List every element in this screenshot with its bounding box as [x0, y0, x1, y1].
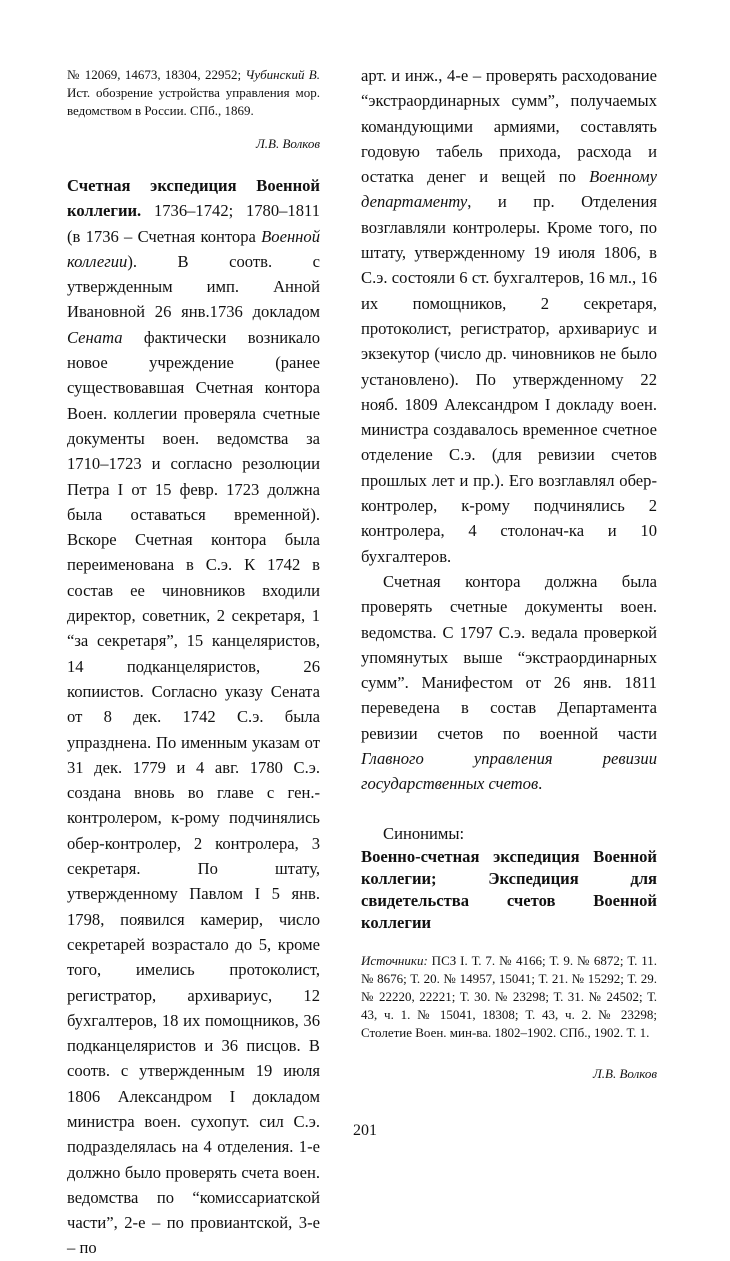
entry-body: Счетная экспедиция Военной коллегии. 1736–1742; 1780–1811 (в 1736 – Счетная контора Военной коллегии). В соотв. с утвержденным имп. Анной Ивановной 26 янв.1736 докладом Сената фактически возникало новое учреждение (ранее существовавшая Счетная контора Воен. коллегии проверяла счетные документы воен. ведомства за 1710–1723 и согласно резолюции Петра I от 15 февр. 1723 должна была оставаться временной). Вскоре Счетная контора была переименована в С.э. К 1742 в состав ее чиновников входили директор, советник, 2 секретаря, 1 “за секретаря”, 15 канцеляристов, 14 подканцеляристов, 26 копиистов. Согласно указу Сената от 8 дек. 1742 С.э. была упразднена. По именным указам от 31 дек. 1779 и 4 авг. 1780 С.э. создана вновь во главе с ген.-контролером, к-рому подчинялись обер-контролер, 2 контролера, 3 секретаря. По штату, утвержденному Павлом I 5 янв. 1798, появился камерир, число секретарей возрастало до 5, кроме того, имелись протоколист, регистратор, архивариус, 12 бухгалтеров, 18 их помощников, 36 подканцеляристов и 36 писцов. В соотв. с утвержденным 19 июля 1806 Александром I докладом министра воен. сухопут. сил С.э. подразделялась на 4 отделения. 1-е должно было проверять счета воен. ведомства по “комиссариатской части”, 2-е – по провиантской, 3-е – по: [67, 176, 320, 1258]
previous-entry-signature: Л.В. Волков: [255, 136, 320, 151]
sources: Источники: ПСЗ I. Т. 7. № 4166; Т. 9. № 6872; Т. 11. № 8676; Т. 20. № 14957, 15041; Т. 21. № 15292; Т. 29. № 22220, 22221; Т. 30. № 23298; Т. 31. № 24502; Т. 43, ч. 1. № 15041, 18308; Т. 43, ч. 2. № 23298; Столетие Воен. мин-ва. 1802–1902. СПб., 1902. Т. 1.: [361, 952, 657, 1040]
entry-title: Счетная экспедиция Военной коллегии.: [67, 176, 320, 221]
entry-dates: 1736–1742; 1780–1811: [141, 201, 320, 221]
cross-reference-link[interactable]: Военному департаменту: [361, 167, 657, 212]
author-name: Чубинский В.: [245, 67, 320, 82]
right-column: [361, 0, 657, 1082]
entry-signature: Л.В. Волков: [592, 1065, 657, 1081]
cross-reference-link[interactable]: Главного управления ревизии государственных счетов: [361, 749, 657, 794]
page-number: 201: [353, 1122, 377, 1139]
sources-label: Источники:: [361, 952, 428, 968]
previous-entry-references: № 12069, 14673, 18304, 22952; Чубинский В. Ист. обозрение устройства управления мор. ведомством в России. СПб., 1869.: [67, 67, 320, 118]
cross-reference-link[interactable]: Сената: [67, 327, 123, 347]
synonyms-list: Военно-счетная экспедиция Военной коллегии; Экспедиция для свидетельства счетов Военной коллегии: [361, 846, 657, 932]
entry-body-continued: арт. и инж., 4-е – проверять расходование “экстраординарных сумм”, получаемых командующими армиями, составлять годовую табель прихода, расхода и остатка денег и вещей по Военному департаменту, и пр. Отделения возглавляли контролеры. Кроме того, по штату, утвержденному 19 июля 1806, в С.э. состояли 6 ст. бухгалтеров, 16 мл., 16 их помощников, 2 секретаря, протоколист, регистратор, архивариус и экзекутор (число др. чиновников не было установлено). По утвержденному 22 нояб. 1809 Александром I докладу воен. министра создавалось временное счетное отделение С.э. (для ревизии счетов прошлых лет и пр.). Его возглавлял обер-контролер, к-рому подчинялись 2 контролера, 4 столонач-ка и 10 бухгалтеров.: [361, 66, 657, 566]
cross-reference-link[interactable]: Военной коллегии: [67, 226, 320, 271]
entry-paragraph-2: Счетная контора должна была проверять счетные документы воен. ведомства. С 1797 С.э. ведала проверкой упомянутых выше “экстраординарных сумм”. Манифестом от 26 янв. 1811 переведена в состав Департамента ревизии счетов по военной части Главного управления ревизии государственных счетов.: [361, 571, 657, 794]
left-column: [67, 0, 320, 1261]
synonyms-label: Синонимы:: [383, 823, 465, 843]
